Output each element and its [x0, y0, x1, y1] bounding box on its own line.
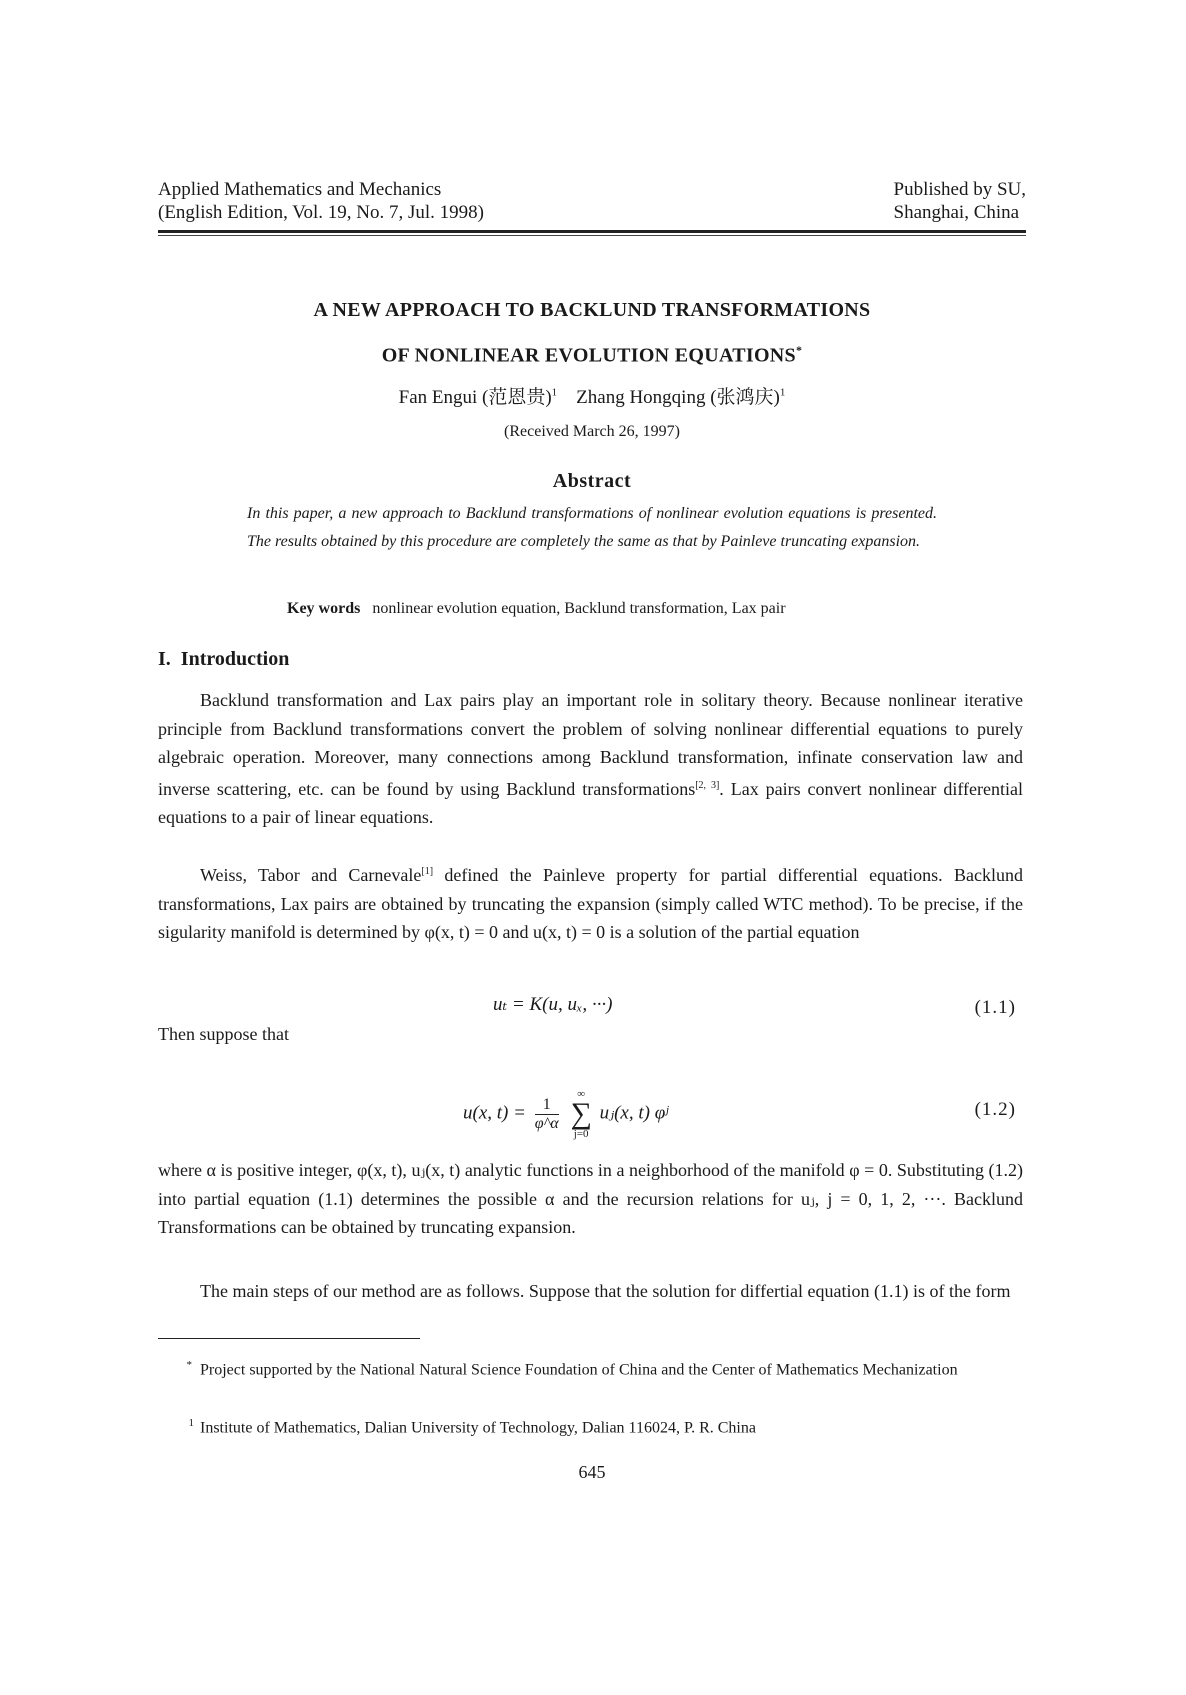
header-rule-thick [158, 230, 1026, 233]
header-rule-thin [158, 235, 1026, 236]
section-title: Introduction [180, 648, 290, 670]
received-date: (Received March 26, 1997) [504, 423, 680, 440]
summation-upper: ∞ [577, 1088, 586, 1100]
footnote-affiliation [158, 1410, 1026, 1441]
summation [570, 1087, 591, 1141]
equation-1-2 [158, 1087, 1026, 1147]
journal-name: Applied Mathematics and Mechanics [158, 179, 442, 200]
equation-1-1-body: uₜ = K(u, uₓ, ···) [493, 994, 613, 1015]
paper-title [158, 290, 1026, 376]
equation-1-1-number: (1.1) [974, 997, 1016, 1018]
equation-1-2-fraction [535, 1096, 559, 1133]
footnote-affiliation-mark: 1 [188, 1417, 194, 1429]
summation-lower: j=0 [573, 1128, 589, 1140]
section-heading [158, 648, 289, 671]
paragraph-4 [158, 1277, 1023, 1306]
abstract-heading: Abstract [552, 470, 632, 492]
then-suppose-text: Then suppose that [158, 1024, 289, 1044]
publisher-location: Shanghai, China [893, 202, 1020, 223]
publisher-info [894, 178, 1027, 224]
paragraph-1 [158, 686, 1023, 832]
equation-1-2-number: (1.2) [974, 1099, 1016, 1120]
fraction-numerator: 1 [535, 1096, 559, 1115]
title-line-2 [158, 330, 1026, 376]
paragraph-2-text-b: defined the Painleve property for partial differential equations. Backlund transformations, Lax pairs are obtained by truncating the expansion (simply called WTC method). To be precise, if the sigularity manifold is determined by φ(x, t) = 0 and u(x, t) = 0 is a solution of the partial equation [158, 865, 1023, 942]
page-number: 645 [578, 1462, 606, 1482]
equation-1-2-body [463, 1087, 668, 1141]
keywords-label: Key words [287, 600, 361, 617]
keywords [287, 600, 987, 618]
title-line-1: A NEW APPROACH TO BACKLUND TRANSFORMATIONS [313, 299, 871, 321]
footnote-rule [158, 1338, 420, 1339]
keywords-text: nonlinear evolution equation, Backlund transformation, Lax pair [372, 600, 786, 617]
citation-2-3: [2, 3] [695, 779, 720, 791]
paragraph-1-text-a: Backlund transformation and Lax pairs play an important role in solitary theory. Because nonlinear iterative principle from Backlund transformations convert the problem of solving nonlinear differential equations to purely algebraic operation. Moreover, many connections among Backlund transformation, infinate conservation law and inverse scattering, etc. can be found by using Backlund transformations [158, 690, 1023, 799]
author-2: Zhang Hongqing (张鸿庆) [576, 387, 780, 408]
summation-symbol: ∑ [570, 1097, 592, 1130]
equation-1-2-lhs: u(x, t) = [463, 1102, 526, 1124]
title-line-2-text: OF NONLINEAR EVOLUTION EQUATIONS [381, 344, 796, 367]
fraction-denominator: φ^α [534, 1114, 559, 1132]
authors [158, 382, 1026, 409]
equation-1-2-rhs: uⱼ(x, t) φʲ [599, 1102, 669, 1124]
paragraph-1-text-b: . Lax pairs convert nonlinear differential equations to a pair of linear equations. [158, 778, 1023, 827]
paragraph-3-text: where α is positive integer, φ(x, t), uⱼ(x, t) analytic functions in a neighborhood of the manifold φ = 0. Substituting (1.2) into partial equation (1.1) determines the possible α and the recursion relations for uⱼ, j = 0, 1, 2, ···. Backlund Transformations can be obtained by truncating expansion. [158, 1160, 1023, 1237]
title-footnote-mark: * [795, 343, 803, 357]
paragraph-4-text: The main steps of our method are as follows. Suppose that the solution for differtial equation (1.1) is of the form [200, 1281, 1011, 1301]
paragraph-2-text-a: Weiss, Tabor and Carnevale [200, 865, 422, 885]
footnote-funding-mark: * [186, 1359, 192, 1371]
author-1-affiliation: 1 [551, 386, 558, 399]
journal-info [158, 178, 484, 224]
author-1: Fan Engui (范恩贵) [398, 387, 552, 408]
footnote-affiliation-text: Institute of Mathematics, Dalian University of Technology, Dalian 116024, P. R. China [200, 1419, 756, 1437]
footnote-funding [158, 1352, 1026, 1383]
publisher-name: Published by SU, [893, 179, 1026, 200]
paragraph-2 [158, 858, 1023, 947]
footnote-funding-text: Project supported by the National Natural Science Foundation of China and the Center of Mathematics Mechanization [200, 1361, 958, 1379]
journal-edition: (English Edition, Vol. 19, No. 7, Jul. 1998) [158, 202, 485, 223]
citation-1: [1] [421, 866, 434, 877]
section-number: I. [158, 648, 171, 670]
author-2-affiliation: 1 [779, 386, 786, 399]
abstract-text: In this paper, a new approach to Backlund transformations of nonlinear evolution equations is presented. The results obtained by this procedure are completely the same as that by Painleve truncating expansion. [247, 505, 937, 550]
paragraph-3 [158, 1156, 1023, 1242]
